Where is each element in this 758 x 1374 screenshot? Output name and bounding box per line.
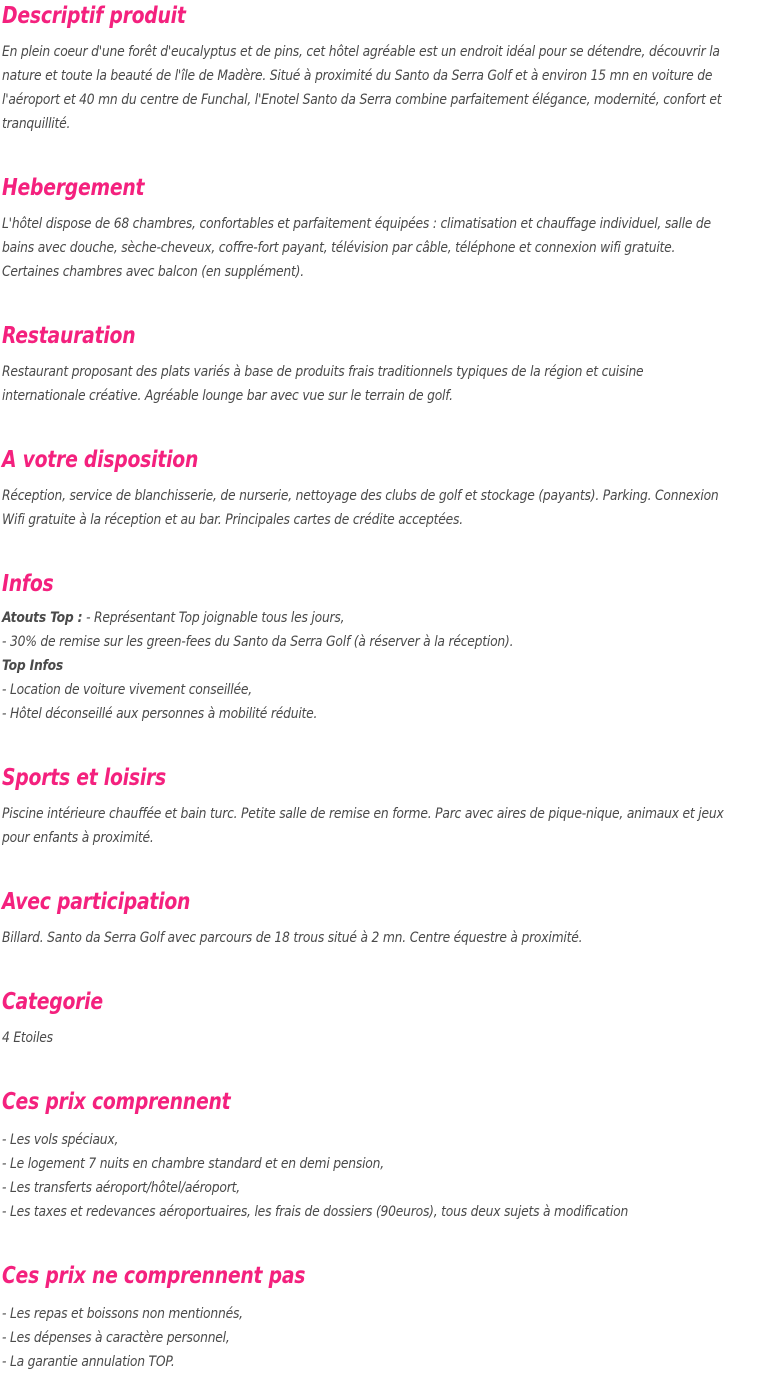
spacer bbox=[2, 284, 754, 320]
text-line: Piscine intérieure chauffée et bain turc. Petite salle de remise en forme. Parc avec aires de pique-nique, animaux et jeux bbox=[2, 805, 724, 822]
spacer bbox=[2, 1016, 754, 1026]
spacer bbox=[2, 350, 754, 360]
spacer bbox=[2, 850, 754, 886]
text-line: internationale créative. Agréable lounge bar avec vue sur le terrain de golf. bbox=[2, 387, 453, 404]
text-line: tranquillité. bbox=[2, 115, 71, 132]
section-body-hebergement bbox=[2, 212, 754, 284]
list-item: - Les vols spéciaux, bbox=[2, 1131, 119, 1148]
info-label: Top Infos bbox=[2, 657, 64, 674]
text-line: nature et toute la beauté de l'île de Madère. Situé à proximité du Santo da Serra Golf et à environ 15 mn en voiture de bbox=[2, 67, 713, 84]
spacer bbox=[2, 30, 754, 40]
spacer bbox=[2, 202, 754, 212]
spacer bbox=[2, 598, 754, 606]
text-line: 4 Etoiles bbox=[2, 1029, 53, 1046]
spacer bbox=[2, 916, 754, 926]
text-line: pour enfants à proximité. bbox=[2, 829, 154, 846]
list-item: - La garantie annulation TOP. bbox=[2, 1353, 175, 1370]
section-categorie bbox=[2, 986, 754, 1050]
list-item: - Les transferts aéroport/hôtel/aéroport, bbox=[2, 1179, 240, 1196]
spacer bbox=[2, 408, 754, 444]
spacer bbox=[2, 1116, 754, 1128]
spacer bbox=[2, 474, 754, 484]
section-restauration bbox=[2, 320, 754, 408]
text-line: L'hôtel dispose de 68 chambres, confortables et parfaitement équipées : climatisation et chauffage individuel, salle de bbox=[2, 215, 711, 232]
section-heading-restauration: Restauration bbox=[2, 321, 136, 349]
section-sports-et-loisirs bbox=[2, 762, 754, 850]
text-line: Réception, service de blanchisserie, de nurserie, nettoyage des clubs de golf et stockage (payants). Parking. Connexion bbox=[2, 487, 719, 504]
section-body-descriptif-produit bbox=[2, 40, 754, 136]
list-item: - Le logement 7 nuits en chambre standard et en demi pension, bbox=[2, 1155, 384, 1172]
section-body-infos bbox=[2, 606, 754, 726]
section-heading-infos: Infos bbox=[2, 569, 54, 597]
section-descriptif-produit bbox=[2, 0, 754, 136]
section-a-votre-disposition bbox=[2, 444, 754, 532]
section-heading-avec-participation: Avec participation bbox=[2, 887, 191, 915]
section-heading-ces-prix-ne-comprennent-pas: Ces prix ne comprennent pas bbox=[2, 1261, 306, 1289]
section-ces-prix-ne-comprennent-pas bbox=[2, 1260, 754, 1374]
text-line: bains avec douche, sèche-cheveux, coffre-fort payant, télévision par câble, téléphone et connexion wifi gratuite. bbox=[2, 239, 676, 256]
section-body-avec-participation bbox=[2, 926, 754, 950]
info-text: - 30% de remise sur les green-fees du Santo da Serra Golf (à réserver à la réception). bbox=[2, 633, 514, 650]
text-line: l'aéroport et 40 mn du centre de Funchal, l'Enotel Santo da Serra combine parfaitement élégance, modernité, confort et bbox=[2, 91, 722, 108]
section-body-ces-prix-comprennent bbox=[2, 1128, 754, 1224]
text-line: Billard. Santo da Serra Golf avec parcours de 18 trous situé à 2 mn. Centre équestre à proximité. bbox=[2, 929, 583, 946]
section-body-sports-et-loisirs bbox=[2, 802, 754, 850]
info-text: - Représentant Top joignable tous les jours, bbox=[82, 609, 345, 626]
section-heading-sports-et-loisirs: Sports et loisirs bbox=[2, 763, 167, 791]
list-item: - Les taxes et redevances aéroportuaires, les frais de dossiers (90euros), tous deux sujets à modification bbox=[2, 1203, 629, 1220]
info-text: - Hôtel déconseillé aux personnes à mobilité réduite. bbox=[2, 705, 318, 722]
spacer bbox=[2, 726, 754, 762]
spacer bbox=[2, 1050, 754, 1086]
section-infos bbox=[2, 568, 754, 726]
section-avec-participation bbox=[2, 886, 754, 950]
info-line bbox=[2, 630, 754, 654]
section-heading-a-votre-disposition: A votre disposition bbox=[2, 445, 199, 473]
text-line: Restaurant proposant des plats variés à base de produits frais traditionnels typiques de la région et cuisine bbox=[2, 363, 644, 380]
spacer bbox=[2, 1290, 754, 1302]
section-heading-hebergement: Hebergement bbox=[2, 173, 145, 201]
section-hebergement bbox=[2, 172, 754, 284]
spacer bbox=[2, 792, 754, 802]
section-heading-ces-prix-comprennent: Ces prix comprennent bbox=[2, 1087, 231, 1115]
spacer bbox=[2, 950, 754, 986]
info-line bbox=[2, 702, 754, 726]
info-line bbox=[2, 678, 754, 702]
spacer bbox=[2, 1224, 754, 1260]
info-text: - Location de voiture vivement conseillée, bbox=[2, 681, 252, 698]
info-label: Atouts Top : bbox=[2, 609, 83, 626]
section-body-a-votre-disposition bbox=[2, 484, 754, 532]
section-body-categorie bbox=[2, 1026, 754, 1050]
info-line bbox=[2, 606, 754, 630]
spacer bbox=[2, 136, 754, 172]
section-ces-prix-comprennent bbox=[2, 1086, 754, 1224]
list-item: - Les dépenses à caractère personnel, bbox=[2, 1329, 230, 1346]
list-item: - Les repas et boissons non mentionnés, bbox=[2, 1305, 243, 1322]
info-line bbox=[2, 654, 754, 678]
section-heading-descriptif-produit: Descriptif produit bbox=[2, 1, 186, 29]
text-line: En plein coeur d'une forêt d'eucalyptus et de pins, cet hôtel agréable est un endroit idéal pour se détendre, découvrir la bbox=[2, 43, 720, 60]
text-line: Wifi gratuite à la réception et au bar. Principales cartes de crédite acceptées. bbox=[2, 511, 463, 528]
spacer bbox=[2, 532, 754, 568]
text-line: Certaines chambres avec balcon (en supplément). bbox=[2, 263, 304, 280]
section-body-ces-prix-ne-comprennent-pas bbox=[2, 1302, 754, 1374]
section-body-restauration bbox=[2, 360, 754, 408]
section-heading-categorie: Categorie bbox=[2, 987, 103, 1015]
